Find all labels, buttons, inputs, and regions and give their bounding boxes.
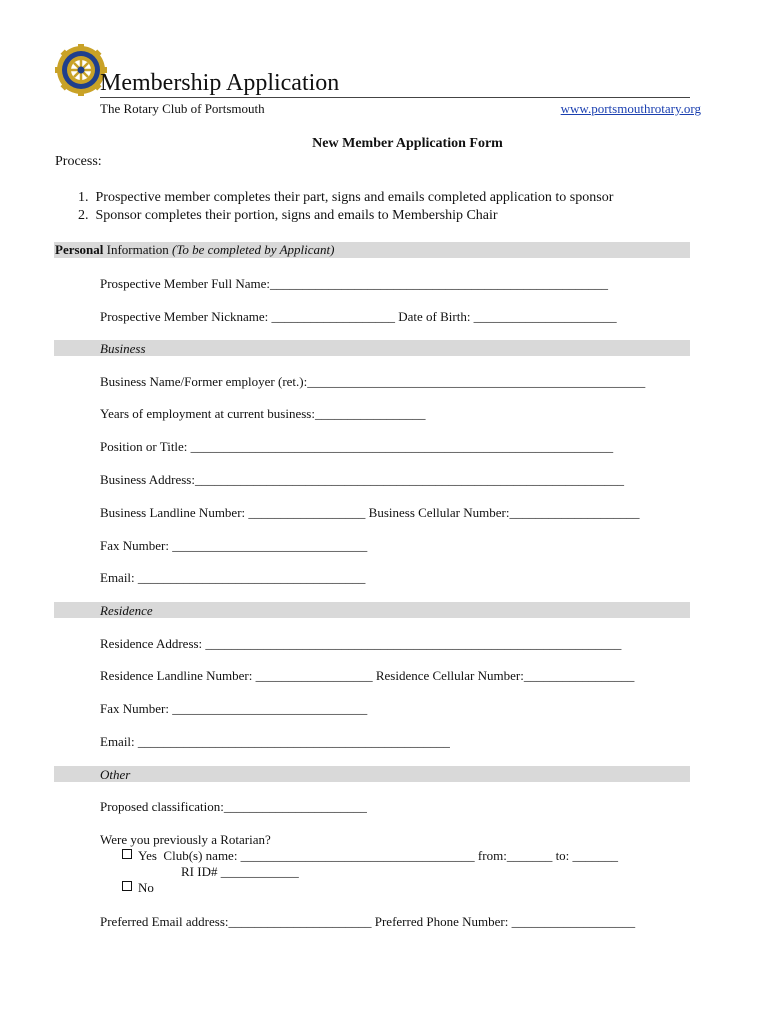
no-checkbox[interactable] bbox=[122, 881, 132, 891]
nickname-dob-field[interactable]: Prospective Member Nickname: ___________________ Date of Birth: ______________________ bbox=[100, 309, 617, 324]
step-number: 2. bbox=[78, 208, 89, 223]
business-phones-field[interactable]: Business Landline Number: __________________ Business Cellular Number:____________________ bbox=[100, 505, 640, 520]
section-heading-other: Other bbox=[100, 767, 131, 782]
section-heading-bold: Personal bbox=[55, 242, 104, 257]
business-fax-field[interactable]: Fax Number: ______________________________ bbox=[100, 538, 368, 553]
yes-label: Yes bbox=[138, 848, 157, 863]
no-label: No bbox=[138, 880, 154, 895]
section-heading-rest: Information bbox=[103, 242, 172, 257]
step-text: Sponsor completes their portion, signs and emails to Membership Chair bbox=[95, 208, 498, 223]
business-email-field[interactable]: Email: ___________________________________ bbox=[100, 570, 366, 585]
business-name-field[interactable]: Business Name/Former employer (ret.):____________________________________________________ bbox=[100, 374, 646, 389]
title-divider bbox=[100, 97, 690, 98]
section-heading-personal bbox=[55, 242, 334, 258]
step-text: Prospective member completes their part, signs and emails completed application to sponsor bbox=[95, 190, 614, 205]
employment-years-field[interactable]: Years of employment at current business:_________________ bbox=[100, 406, 426, 421]
club-name: The Rotary Club of Portsmouth bbox=[100, 101, 265, 116]
form-title: New Member Application Form bbox=[312, 136, 503, 151]
yes-option[interactable] bbox=[122, 848, 618, 864]
full-name-field[interactable]: Prospective Member Full Name:____________________________________________________ bbox=[100, 276, 609, 291]
yes-checkbox[interactable] bbox=[122, 849, 132, 859]
no-option[interactable] bbox=[122, 880, 154, 896]
residence-address-field[interactable]: Residence Address: ________________________________________________________________ bbox=[100, 636, 622, 651]
position-title-field[interactable]: Position or Title: _________________________________________________________________ bbox=[100, 439, 614, 454]
step-number: 1. bbox=[78, 190, 89, 205]
clubs-field[interactable]: Club(s) name: ____________________________________ from:_______ to: _______ bbox=[163, 848, 619, 863]
section-heading-note: (To be completed by Applicant) bbox=[171, 242, 335, 257]
ri-id-field[interactable]: RI ID# ____________ bbox=[181, 864, 299, 879]
residence-phones-field[interactable]: Residence Landline Number: __________________ Residence Cellular Number:_________________ bbox=[100, 668, 635, 683]
page-title: Membership Application bbox=[100, 70, 340, 96]
rotarian-question: Were you previously a Rotarian? bbox=[100, 832, 271, 847]
residence-email-field[interactable]: Email: ________________________________________________ bbox=[100, 734, 450, 749]
residence-fax-field[interactable]: Fax Number: ______________________________ bbox=[100, 701, 368, 716]
website-link[interactable]: www.portsmouthrotary.org bbox=[560, 101, 701, 116]
business-address-field[interactable]: Business Address:__________________________________________________________________ bbox=[100, 472, 624, 487]
process-step bbox=[78, 208, 498, 224]
process-label: Process: bbox=[55, 154, 102, 169]
section-band-business bbox=[54, 340, 690, 356]
process-step bbox=[78, 190, 613, 206]
classification-field[interactable]: Proposed classification:______________________ bbox=[100, 799, 367, 814]
section-heading-residence: Residence bbox=[100, 603, 153, 618]
preferred-contact-field[interactable]: Preferred Email address:______________________ Preferred Phone Number: ___________________ bbox=[100, 914, 636, 929]
section-heading-business: Business bbox=[100, 341, 146, 356]
section-band-other bbox=[54, 766, 690, 782]
